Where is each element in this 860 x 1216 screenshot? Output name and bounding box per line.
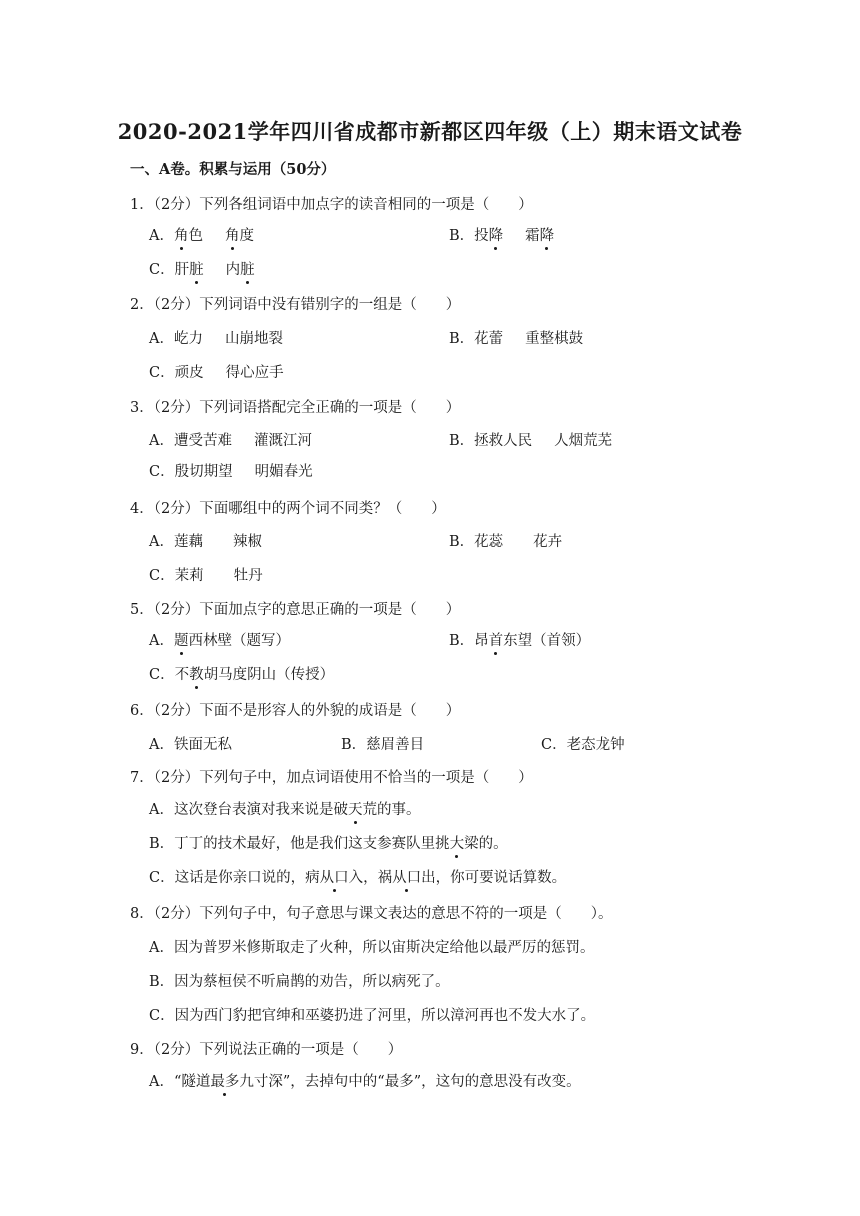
question-7-option-b: B．丁丁的技术最好，他是我们这支参赛队里挑大梁的。 (149, 832, 508, 853)
question-6-stem: 6．（2分）下面不是形容人的外貌的成语是（ ） (130, 703, 461, 719)
question-6-option-b: B．慈眉善目 (341, 737, 425, 753)
page-title: 2020-2021学年四川省成都市新都区四年级（上）期末语文试卷 (117, 119, 743, 144)
question-1-option-c: C．肝脏 内脏 (149, 258, 255, 279)
question-3-option-c: C．殷切期望 明媚春光 (149, 464, 313, 480)
question-7-option-a: A．这次登台表演对我来说是破天荒的事。 (149, 798, 420, 819)
question-1-option-a: A．角色 角度 (149, 224, 254, 245)
question-8-option-c: C．因为西门豹把官绅和巫婆扔进了河里，所以漳河再也不发大水了。 (149, 1008, 596, 1024)
question-2-option-c: C．顽皮 得心应手 (149, 365, 284, 381)
question-5-option-b: B．昂首东望（首领） (449, 629, 590, 650)
question-8-option-a: A．因为普罗米修斯取走了火种，所以宙斯决定给他以最严厉的惩罚。 (149, 940, 595, 956)
question-3-stem: 3．（2分）下列词语搭配完全正确的一项是（ ） (130, 400, 461, 416)
question-5-option-a: A．题西林壁（题写） (149, 629, 290, 650)
question-5-option-c: C．不教胡马度阴山（传授） (149, 663, 334, 684)
question-6-option-a: A．铁面无私 (149, 737, 232, 753)
question-4-option-a: A．莲藕 辣椒 (149, 534, 262, 550)
question-8-stem: 8．（2分）下列句子中，句子意思与课文表达的意思不符的一项是（ ）。 (130, 906, 613, 922)
question-1-option-b: B．投降 霜降 (449, 224, 554, 245)
question-9-stem: 9．（2分）下列说法正确的一项是（ ） (130, 1042, 403, 1058)
question-6-option-c: C．老态龙钟 (541, 737, 625, 753)
question-3-option-b: B．拯救人民 人烟荒芜 (449, 433, 613, 449)
question-1-stem: 1．（2分）下列各组词语中加点字的读音相同的一项是（ ） (130, 197, 533, 213)
question-2-stem: 2．（2分）下列词语中没有错别字的一组是（ ） (130, 297, 461, 313)
question-9-option-a: A．“隧道最多九寸深”，去掉句中的“最多”，这句的意思没有改变。 (149, 1070, 581, 1091)
question-3-option-a: A．遭受苦难 灌溉江河 (149, 433, 312, 449)
question-4-stem: 4．（2分）下面哪组中的两个词不同类？（ ） (130, 501, 446, 517)
question-7-stem: 7．（2分）下列句子中，加点词语使用不恰当的一项是（ ） (130, 770, 533, 786)
section-heading: 一、A卷。积累与运用（50分） (130, 161, 336, 178)
question-2-option-a: A．屹力 山崩地裂 (149, 331, 283, 347)
question-5-stem: 5．（2分）下面加点字的意思正确的一项是（ ） (130, 602, 461, 618)
question-7-option-c: C．这话是你亲口说的，病从口入，祸从口出，你可要说话算数。 (149, 866, 566, 887)
question-2-option-b: B．花蕾 重整棋鼓 (449, 331, 584, 347)
question-4-option-c: C．茉莉 牡丹 (149, 568, 263, 584)
question-8-option-b: B．因为蔡桓侯不听扁鹊的劝告，所以病死了。 (149, 974, 450, 990)
question-4-option-b: B．花蕊 花卉 (449, 534, 563, 550)
